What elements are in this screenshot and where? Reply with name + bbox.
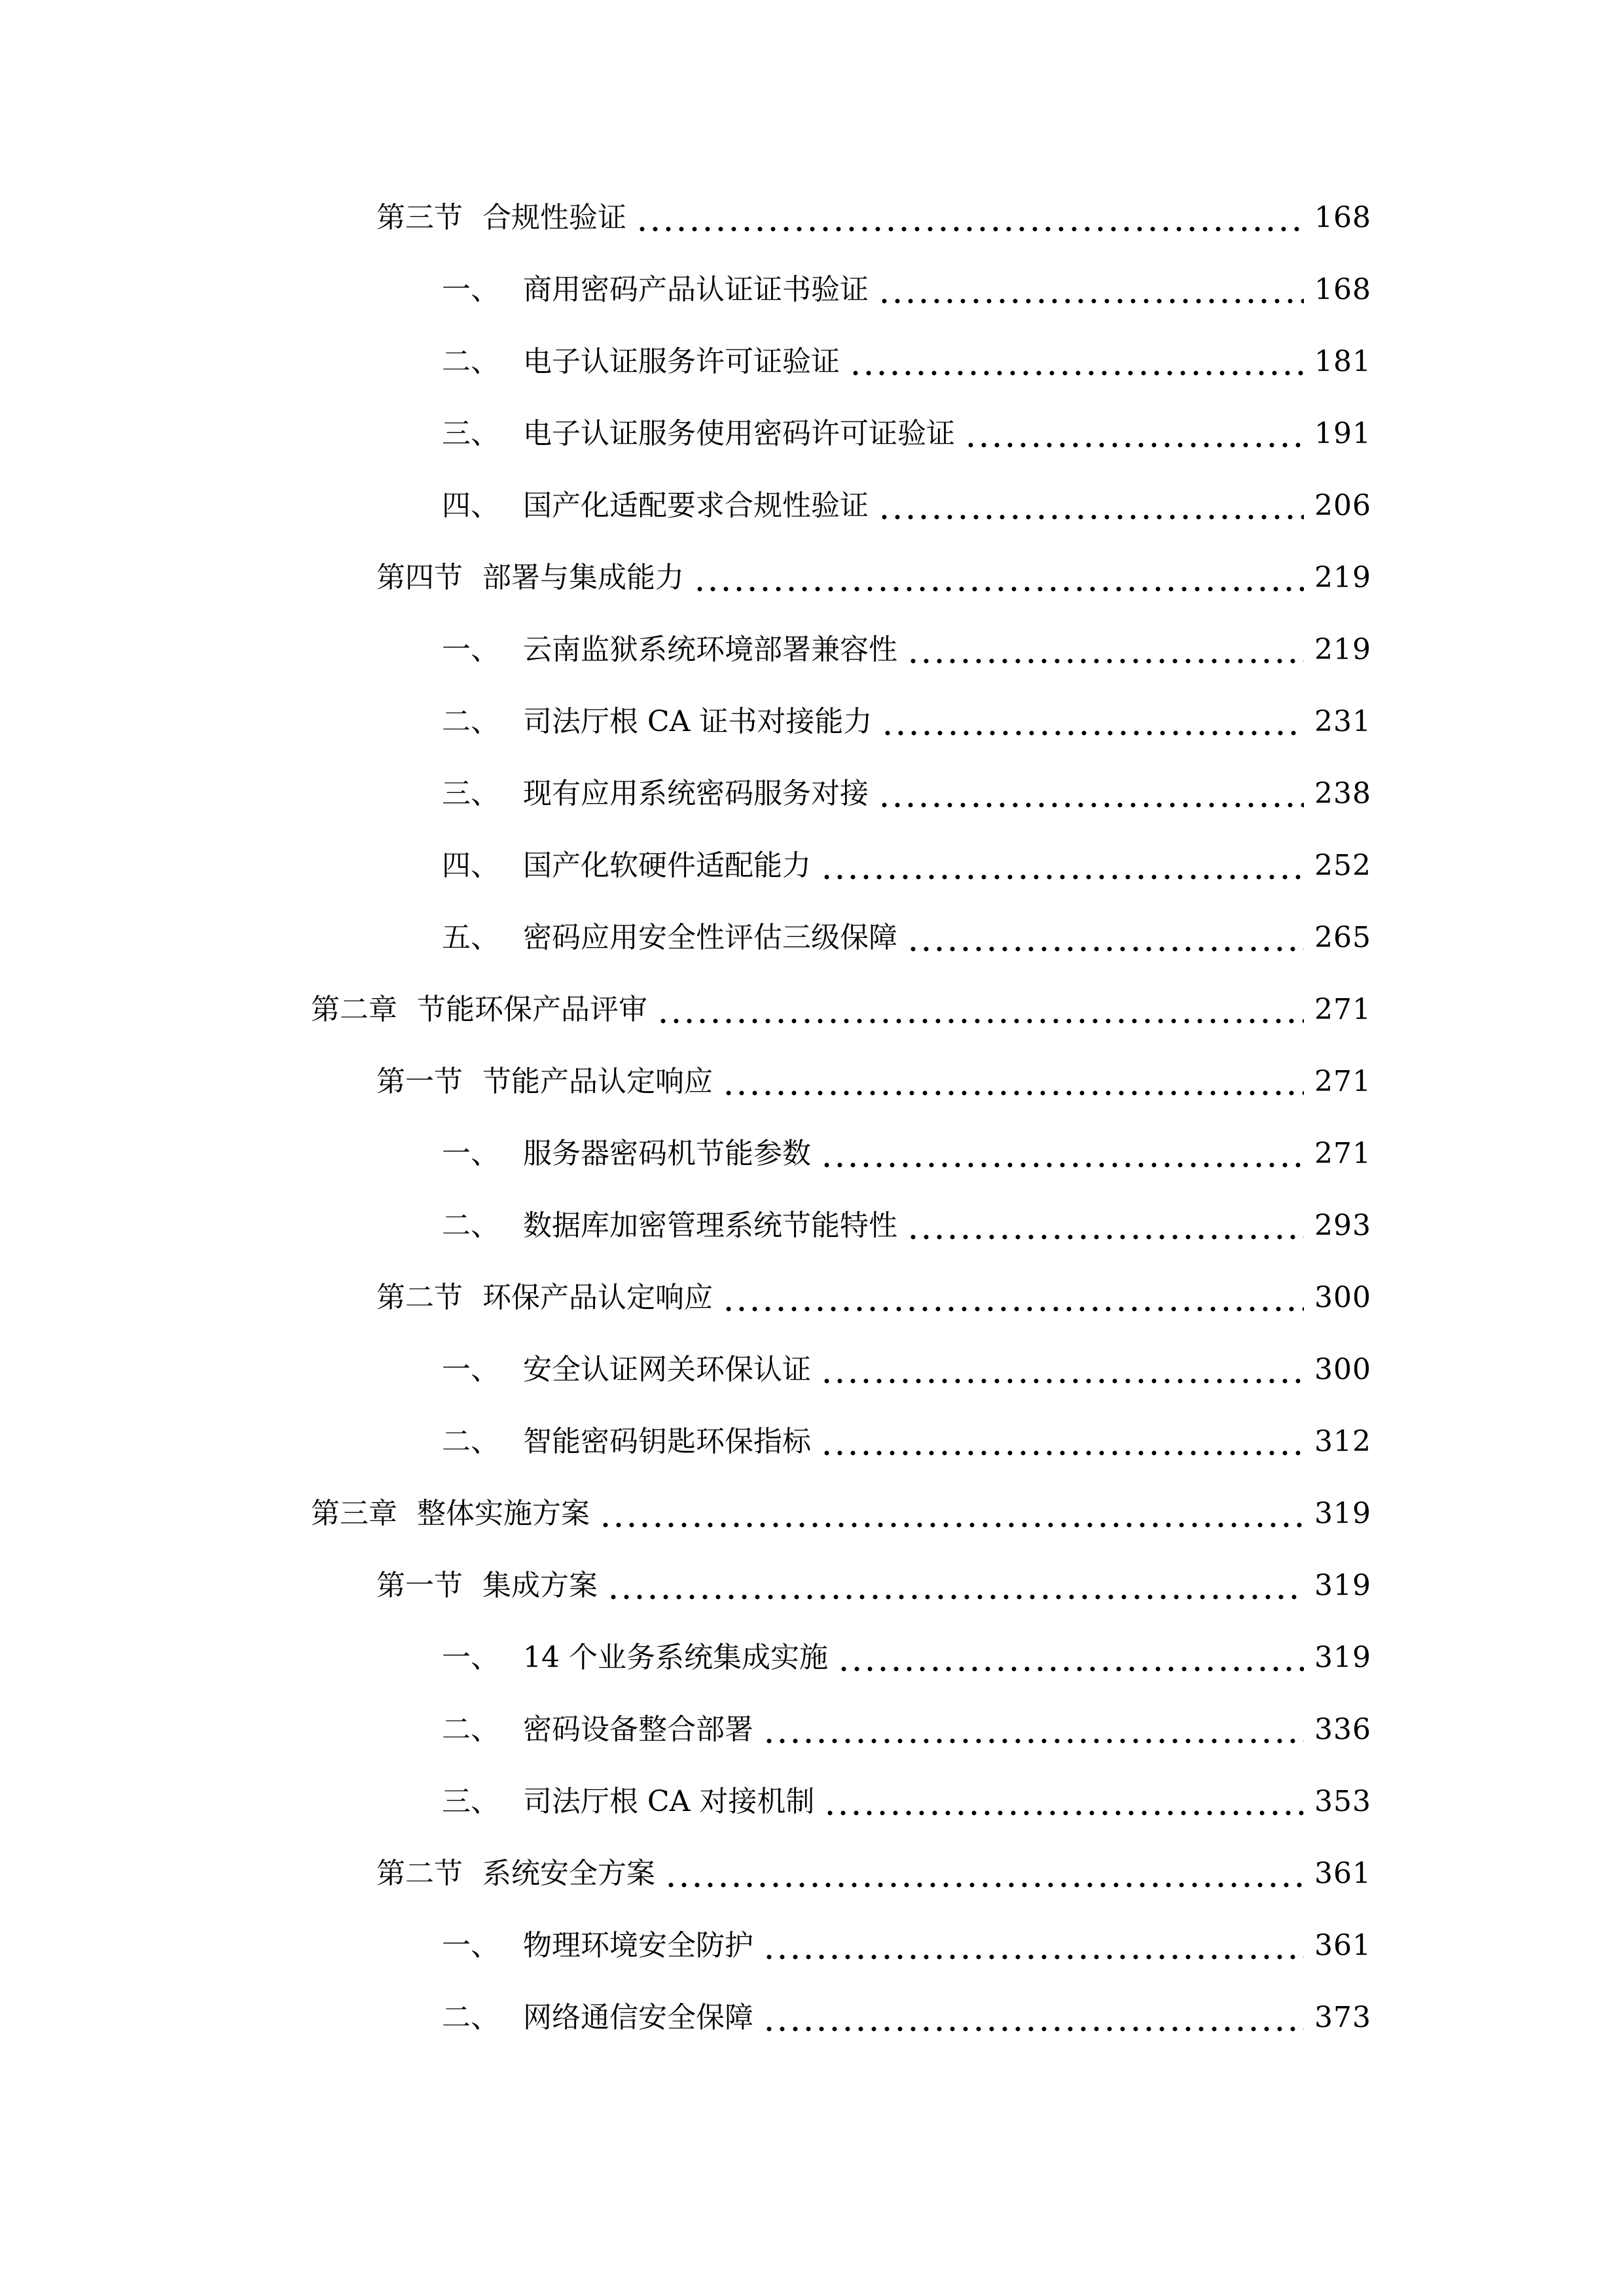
toc-entry-page: 353 bbox=[1314, 1785, 1371, 1818]
toc-entry-page: 191 bbox=[1314, 417, 1371, 450]
toc-entry-number: 第一节 bbox=[376, 1569, 463, 1602]
toc-entry-title: 部署与集成能力 bbox=[482, 561, 684, 594]
toc-entry[interactable] bbox=[0, 1838, 1624, 1910]
toc-entry-page: 231 bbox=[1314, 705, 1371, 738]
toc-entry-number: 二、 bbox=[442, 1425, 499, 1458]
toc-entry[interactable] bbox=[0, 1982, 1624, 2054]
toc-entry-title: 整体实施方案 bbox=[417, 1497, 590, 1530]
toc-entry-number: 第二节 bbox=[376, 1857, 463, 1890]
toc-entry-number: 二、 bbox=[442, 345, 499, 378]
toc-entry-number: 一、 bbox=[442, 633, 499, 666]
toc-entry-page: 271 bbox=[1314, 993, 1371, 1026]
toc-entry[interactable] bbox=[0, 1550, 1624, 1622]
toc-entry-number: 一、 bbox=[442, 1641, 499, 1674]
toc-entry-number: 二、 bbox=[442, 2001, 499, 2034]
toc-entry[interactable] bbox=[0, 1478, 1624, 1550]
toc-entry-title: 商用密码产品认证证书验证 bbox=[523, 273, 869, 306]
toc-entry[interactable] bbox=[0, 758, 1624, 830]
toc-entry[interactable] bbox=[0, 398, 1624, 470]
dot-leader bbox=[881, 708, 1304, 736]
toc-entry-number: 三、 bbox=[442, 777, 499, 810]
toc-entry-page: 319 bbox=[1314, 1569, 1371, 1602]
toc-entry-title: 司法厅根 CA 对接机制 bbox=[523, 1785, 815, 1818]
toc-entry-title: 集成方案 bbox=[482, 1569, 598, 1602]
toc-entry-number: 四、 bbox=[442, 489, 499, 522]
toc-entry-title: 电子认证服务许可证验证 bbox=[523, 345, 840, 378]
toc-entry-title: 密码应用安全性评估三级保障 bbox=[523, 921, 897, 954]
dot-leader bbox=[878, 276, 1304, 304]
dot-leader bbox=[763, 1715, 1304, 1744]
dot-leader bbox=[664, 1859, 1304, 1888]
dot-leader bbox=[907, 924, 1304, 952]
toc-entry-page: 312 bbox=[1314, 1425, 1371, 1458]
toc-entry[interactable] bbox=[0, 1910, 1624, 1982]
toc-entry-page: 319 bbox=[1314, 1497, 1371, 1530]
toc-entry-page: 271 bbox=[1314, 1137, 1371, 1170]
toc-entry-page: 219 bbox=[1314, 561, 1371, 594]
toc-entry-number: 三、 bbox=[442, 1785, 499, 1818]
dot-leader bbox=[763, 2003, 1304, 2032]
dot-leader bbox=[607, 1571, 1304, 1600]
toc-entry-title: 国产化软硬件适配能力 bbox=[523, 849, 811, 882]
toc-entry-page: 206 bbox=[1314, 489, 1371, 522]
toc-entry-title: 14 个业务系统集成实施 bbox=[523, 1641, 828, 1674]
toc-entry-title: 数据库加密管理系统节能特性 bbox=[523, 1209, 897, 1242]
dot-leader bbox=[820, 1355, 1304, 1384]
toc-entry-title: 节能环保产品评审 bbox=[417, 993, 647, 1026]
toc-entry[interactable] bbox=[0, 1622, 1624, 1694]
toc-entry-number: 一、 bbox=[442, 1353, 499, 1386]
dot-leader bbox=[763, 1931, 1304, 1960]
dot-leader bbox=[849, 348, 1304, 376]
toc-entry-page: 252 bbox=[1314, 849, 1371, 882]
toc-entry-number: 一、 bbox=[442, 273, 499, 306]
toc-entry-title: 服务器密码机节能参数 bbox=[523, 1137, 811, 1170]
toc-entry-title: 电子认证服务使用密码许可证验证 bbox=[523, 417, 955, 450]
toc-entry-page: 300 bbox=[1314, 1281, 1371, 1314]
toc-entry[interactable] bbox=[0, 686, 1624, 758]
dot-leader bbox=[878, 780, 1304, 808]
toc-entry-page: 336 bbox=[1314, 1713, 1371, 1746]
toc-entry[interactable] bbox=[0, 974, 1624, 1046]
toc-entry[interactable] bbox=[0, 830, 1624, 902]
toc-entry-number: 第二章 bbox=[311, 993, 397, 1026]
toc-entry-page: 300 bbox=[1314, 1353, 1371, 1386]
table-of-contents bbox=[0, 182, 1624, 2054]
toc-entry-page: 271 bbox=[1314, 1065, 1371, 1098]
toc-entry-title: 物理环境安全防护 bbox=[523, 1929, 753, 1962]
toc-entry-number: 五、 bbox=[442, 921, 499, 954]
dot-leader bbox=[722, 1067, 1304, 1096]
dot-leader bbox=[964, 420, 1304, 448]
toc-entry[interactable] bbox=[0, 1694, 1624, 1766]
dot-leader bbox=[657, 996, 1304, 1024]
toc-entry-page: 293 bbox=[1314, 1209, 1371, 1242]
toc-entry-number: 一、 bbox=[442, 1929, 499, 1962]
toc-entry[interactable] bbox=[0, 1046, 1624, 1118]
toc-entry[interactable] bbox=[0, 542, 1624, 614]
toc-entry[interactable] bbox=[0, 182, 1624, 254]
toc-entry[interactable] bbox=[0, 254, 1624, 326]
toc-entry[interactable] bbox=[0, 1406, 1624, 1478]
dot-leader bbox=[722, 1283, 1304, 1312]
toc-entry[interactable] bbox=[0, 470, 1624, 542]
dot-leader bbox=[636, 204, 1304, 232]
toc-entry-title: 安全认证网关环保认证 bbox=[523, 1353, 811, 1386]
toc-entry-number: 二、 bbox=[442, 705, 499, 738]
toc-entry[interactable] bbox=[0, 1262, 1624, 1334]
toc-entry[interactable] bbox=[0, 1118, 1624, 1190]
toc-entry-page: 168 bbox=[1314, 201, 1371, 234]
toc-entry-title: 智能密码钥匙环保指标 bbox=[523, 1425, 811, 1458]
toc-entry-number: 第三章 bbox=[311, 1497, 397, 1530]
dot-leader bbox=[907, 636, 1304, 664]
toc-entry-page: 238 bbox=[1314, 777, 1371, 810]
dot-leader bbox=[693, 564, 1304, 592]
toc-entry-title: 网络通信安全保障 bbox=[523, 2001, 753, 2034]
dot-leader bbox=[837, 1643, 1304, 1672]
toc-entry-title: 系统安全方案 bbox=[482, 1857, 655, 1890]
toc-entry-number: 三、 bbox=[442, 417, 499, 450]
toc-entry-number: 二、 bbox=[442, 1713, 499, 1746]
dot-leader bbox=[907, 1211, 1304, 1240]
toc-entry-number: 四、 bbox=[442, 849, 499, 882]
toc-entry[interactable] bbox=[0, 902, 1624, 974]
toc-entry[interactable] bbox=[0, 326, 1624, 398]
toc-entry-page: 265 bbox=[1314, 921, 1371, 954]
toc-entry-page: 361 bbox=[1314, 1929, 1371, 1962]
toc-entry-title: 云南监狱系统环境部署兼容性 bbox=[523, 633, 897, 666]
toc-entry-title: 国产化适配要求合规性验证 bbox=[523, 489, 869, 522]
toc-entry-number: 第三节 bbox=[376, 201, 463, 234]
dot-leader bbox=[820, 1139, 1304, 1168]
toc-entry-number: 二、 bbox=[442, 1209, 499, 1242]
toc-entry-page: 168 bbox=[1314, 273, 1371, 306]
toc-entry-title: 密码设备整合部署 bbox=[523, 1713, 753, 1746]
toc-entry-page: 219 bbox=[1314, 633, 1371, 666]
toc-entry-number: 第一节 bbox=[376, 1065, 463, 1098]
toc-entry-page: 373 bbox=[1314, 2001, 1371, 2034]
dot-leader bbox=[823, 1787, 1304, 1816]
toc-entry[interactable] bbox=[0, 614, 1624, 686]
toc-entry-page: 319 bbox=[1314, 1641, 1371, 1674]
toc-entry[interactable] bbox=[0, 1334, 1624, 1406]
toc-entry-number: 第四节 bbox=[376, 561, 463, 594]
toc-entry-title: 节能产品认定响应 bbox=[482, 1065, 713, 1098]
toc-entry[interactable] bbox=[0, 1190, 1624, 1262]
dot-leader bbox=[599, 1499, 1304, 1528]
toc-entry-page: 361 bbox=[1314, 1857, 1371, 1890]
toc-entry[interactable] bbox=[0, 1766, 1624, 1838]
toc-entry-title: 现有应用系统密码服务对接 bbox=[523, 777, 869, 810]
dot-leader bbox=[878, 492, 1304, 520]
toc-entry-page: 181 bbox=[1314, 345, 1371, 378]
toc-entry-title: 环保产品认定响应 bbox=[482, 1281, 713, 1314]
toc-entry-number: 第二节 bbox=[376, 1281, 463, 1314]
dot-leader bbox=[820, 1427, 1304, 1456]
toc-entry-title: 司法厅根 CA 证书对接能力 bbox=[523, 705, 873, 738]
toc-entry-title: 合规性验证 bbox=[482, 201, 626, 234]
toc-entry-number: 一、 bbox=[442, 1137, 499, 1170]
dot-leader bbox=[820, 852, 1304, 880]
